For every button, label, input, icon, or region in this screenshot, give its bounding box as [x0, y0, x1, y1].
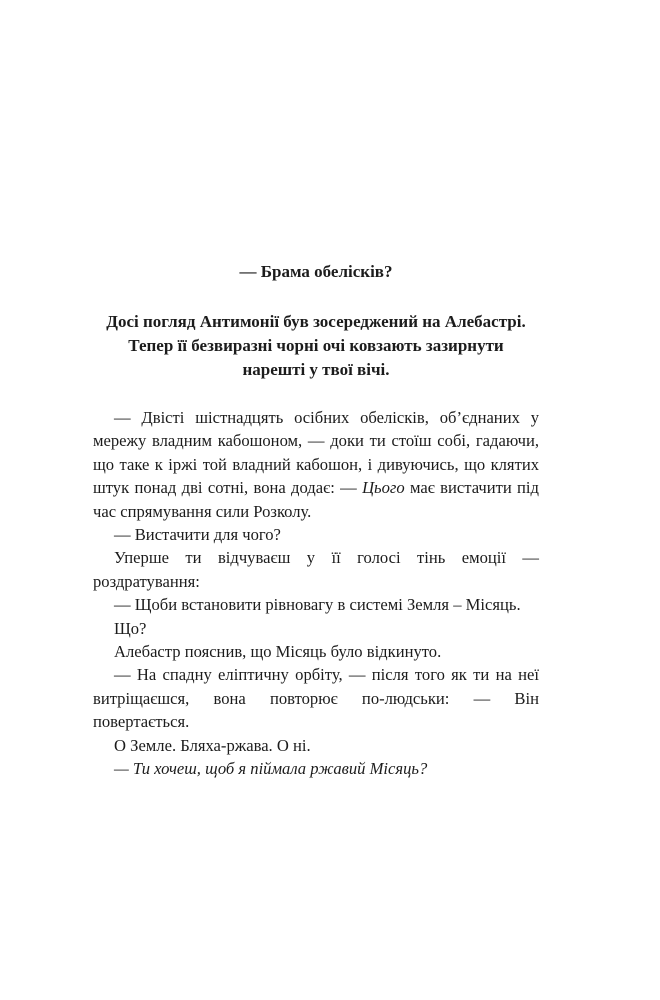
bold-line: Тепер її безвиразні чорні очі ковзають зазирнути	[128, 336, 504, 355]
paragraph: Алебастр пояснив, що Місяць було відкинуто.	[114, 642, 442, 662]
book-page	[93, 249, 539, 781]
paragraph: О Земле. Бляха-ржава. О ні.	[114, 735, 311, 755]
paragraph-italic-text: Цього	[362, 478, 405, 498]
bold-intro-block	[93, 310, 539, 382]
bold-line: нарешті у твої вічі.	[242, 360, 390, 379]
paragraph: — На спадну еліптичну орбіту, — після того як ти на неї витріщаєшся, вона повторює по-людськи: — Він повертається.	[93, 665, 539, 732]
heading-question: — Брама обелісків?	[239, 262, 393, 281]
paragraph: — Щоби встановити рівновагу в системі Земля – Місяць.	[114, 595, 521, 615]
paragraph: Що?	[114, 618, 147, 638]
paragraph-text: має вистачити під час спрямування сили Розколу.	[93, 478, 539, 521]
paragraph-italic: — Ти хочеш, щоб я піймала ржавий Місяць?	[114, 759, 428, 779]
paragraph	[93, 406, 539, 523]
paragraph-text: — Двісті шістнадцять осібних обелісків, об’єднаних у мережу владним кабошоном, — доки ти стоїш собі, гадаючи, що таке к іржі той владний кабошон, і дивуючись, що клятих штук понад дві сотні, вона додає: —	[93, 408, 539, 498]
bold-line: Досі погляд Антимонії був зосереджений на Алебастрі.	[106, 312, 526, 331]
body-text	[93, 406, 539, 781]
paragraph: Уперше ти відчуваєш у її голосі тінь емоції — роздратування:	[93, 548, 539, 591]
paragraph: — Вистачити для чого?	[114, 525, 281, 545]
